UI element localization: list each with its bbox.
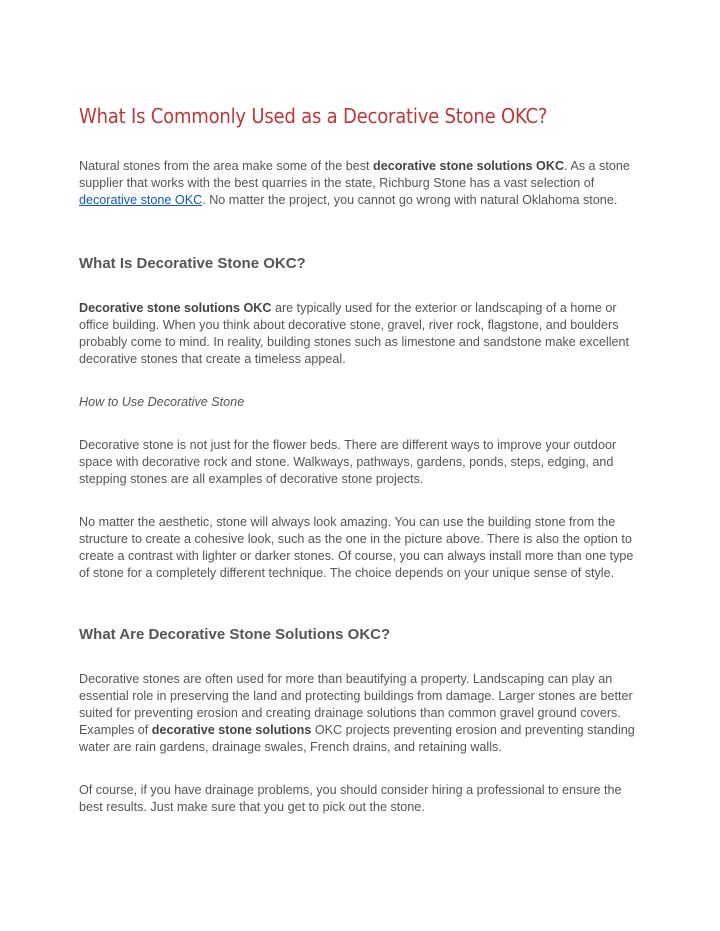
section-heading-solutions: What Are Decorative Stone Solutions OKC? bbox=[79, 626, 391, 643]
section2-bold-keyword: decorative stone solutions bbox=[151, 723, 312, 737]
intro-paragraph bbox=[79, 158, 639, 209]
intro-text-2: . As a stone supplier that works with the best quarries in the state, Richburg Stone has a vast selection of bbox=[79, 159, 630, 190]
decorative-stone-okc-link[interactable]: decorative stone OKC bbox=[79, 193, 203, 207]
section2-p1-text-1: Decorative stones are often used for more than beautifying a property. Landscaping can play an essential role in preserving the land and protecting buildings from damage. Larger stones are better suited for preventing erosion and creating drainage solutions than common gravel ground covers. Examples of bbox=[79, 672, 633, 737]
section2-p1-text-2: OKC projects preventing erosion and preventing standing water are rain gardens, drainage swales, French drains, and retaining walls. bbox=[79, 723, 635, 754]
intro-text-3: . No matter the project, you cannot go wrong with natural Oklahoma stone. bbox=[202, 193, 618, 207]
section-heading-what-is: What Is Decorative Stone OKC? bbox=[79, 255, 306, 272]
page-title: What Is Commonly Used as a Decorative Stone OKC? bbox=[79, 104, 548, 128]
section1-paragraph-2: Decorative stone is not just for the flower beds. There are different ways to improve your outdoor space with decorative rock and stone. Walkways, pathways, gardens, ponds, steps, edging, and stepping stones are all examples of decorative stone projects. bbox=[79, 438, 617, 486]
section1-p1-text: are typically used for the exterior or landscaping of a home or office building. When you think about decorative stone, gravel, river rock, flagstone, and boulders probably come to mind. In reality, building stones such as limestone and sandstone make excellent decorative stones that create a timeless appeal. bbox=[79, 301, 629, 366]
section2-paragraph-2: Of course, if you have drainage problems, you should consider hiring a professional to ensure the best results. Just make sure that you get to pick out the stone. bbox=[79, 783, 622, 814]
subheading-how-to-use: How to Use Decorative Stone bbox=[79, 395, 245, 409]
section1-bold-keyword: Decorative stone solutions OKC bbox=[79, 301, 272, 315]
intro-text-1: Natural stones from the area make some of the best bbox=[79, 159, 373, 173]
section1-paragraph-3: No matter the aesthetic, stone will always look amazing. You can use the building stone from the structure to create a cohesive look, such as the one in the picture above. There is also the option to create a contrast with lighter or darker stones. Of course, you can always install more than one type of stone for a completely different technique. The choice depends on your unique sense of style. bbox=[79, 515, 634, 580]
section2-paragraph-1 bbox=[79, 671, 639, 756]
intro-bold-keyword: decorative stone solutions OKC bbox=[373, 159, 565, 173]
section1-paragraph-1 bbox=[79, 300, 639, 368]
